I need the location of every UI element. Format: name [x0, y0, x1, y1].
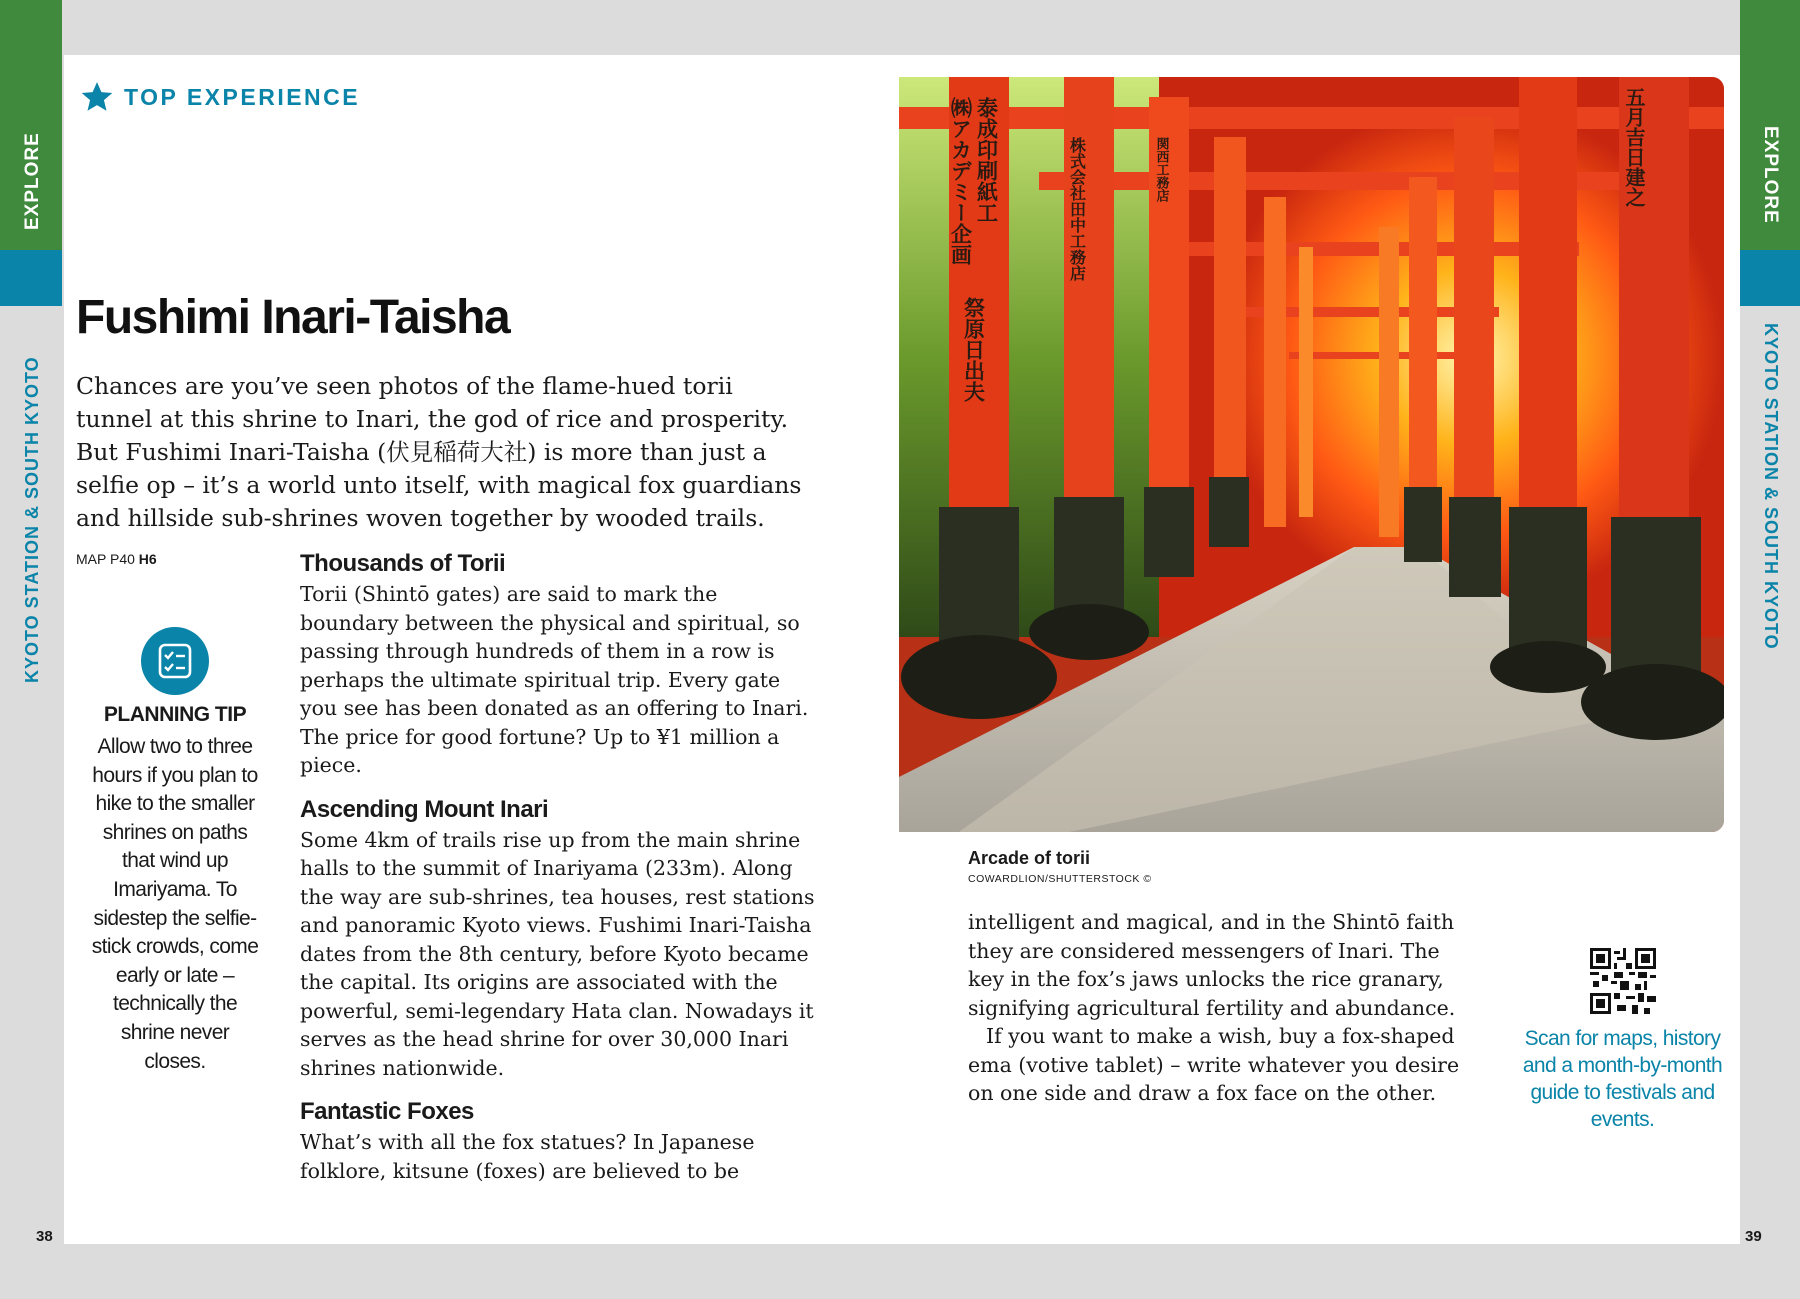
- torii-photo: [899, 77, 1724, 832]
- inscription-text: 五月吉日建之: [1622, 87, 1646, 207]
- inscription-text: 関西工務店: [1153, 137, 1169, 202]
- continued-column: [968, 908, 1468, 1108]
- scan-text: Scan for maps, history and a month-by-month guide to festivals and events.: [1522, 1027, 1723, 1131]
- intro-paragraph: Chances are you’ve seen photos of the flame-hued torii tunnel at this shrine to Inari, the god of rice and prosperity. But Fushimi Inari-Taisha (伏見稲荷大社) is more than just a selfie op – it’s a world unto itself, with magical fox guardians and hillside sub-shrines woven together by wooded trails.: [76, 372, 802, 532]
- top-experience-label: [80, 80, 360, 114]
- page-title: Fushimi Inari-Taisha: [76, 291, 510, 344]
- left-section-label: EXPLORE: [22, 132, 43, 230]
- photo-caption: [968, 848, 1152, 885]
- section-heading: Ascending Mount Inari: [300, 795, 549, 823]
- body-column: [300, 550, 820, 1201]
- section-body: Some 4km of trails rise up from the main shrine halls to the summit of Inariyama (233m). Along the way are sub-shrines, tea houses, rest stations and panoramic Kyoto views. Fushimi Inari-Taisha dates from the 8th century, before Kyoto became the capital. Its origins are associated with the powerful, semi-legendary Hata clan. Nowadays it serves as the head shrine for over 30,000 Inari shrines nationwide.: [300, 827, 815, 1080]
- caption-text: Arcade of torii: [968, 848, 1091, 868]
- planning-tip-body: Allow two to three hours if you plan to hike to the smaller shrines on paths that wind up Imariyama. To sidestep the selfie-stick crowds, come early or late – technically the shrine never closes.: [91, 735, 259, 1073]
- inscription-text: 泰成印刷紙工: [974, 97, 1000, 223]
- right-region-label: KYOTO STATION & SOUTH KYOTO: [1761, 323, 1781, 650]
- inscription-text: 祭原日出夫: [961, 297, 987, 402]
- top-experience-text: TOP EXPERIENCE: [124, 83, 361, 110]
- right-region-tab: [1740, 250, 1800, 306]
- section-body: Torii (Shintō gates) are said to mark the boundary between the physical and spiritual, so passing through hundreds of them in a row is perhaps the ultimate spiritual trip. Every gate you see has been donated as an offering to Inari. The price for good fortune? Up to ¥1 million a piece.: [300, 582, 809, 777]
- inscription-text: ㈱アカデミー企画: [948, 97, 974, 265]
- continued-paragraph: intelligent and magical, and in the Shintō faith they are considered messengers of Inari. The key in the fox’s jaws unlocks the rice granary, signifying agricultural fertility and abundance.: [968, 910, 1456, 1020]
- inscription-text: 株式会社田中工務店: [1067, 137, 1087, 281]
- map-grid: H6: [138, 551, 157, 567]
- page-number-right: 39: [1745, 1228, 1762, 1245]
- star-icon: [80, 80, 114, 114]
- map-reference: [76, 551, 157, 567]
- section-body: What’s with all the fox statues? In Japanese folklore, kitsune (foxes) are believed to be: [300, 1130, 755, 1183]
- planning-tip-title: PLANNING TIP: [103, 703, 247, 726]
- right-section-label: EXPLORE: [1760, 126, 1781, 224]
- qr-code-icon[interactable]: [1590, 948, 1656, 1014]
- left-region-label: KYOTO STATION & SOUTH KYOTO: [22, 356, 42, 683]
- page-number-left: 38: [36, 1228, 53, 1245]
- section-heading: Thousands of Torii: [300, 550, 506, 577]
- left-region-tab: [0, 250, 62, 306]
- checklist-icon: [141, 627, 209, 695]
- section-heading: Fantastic Foxes: [300, 1098, 474, 1125]
- map-page: MAP P40: [76, 551, 135, 567]
- photo-credit: COWARDLION/SHUTTERSTOCK ©: [968, 873, 1152, 885]
- continued-paragraph: If you want to make a wish, buy a fox-shaped ema (votive tablet) – write whatever you desire on one side and draw a fox face on the other.: [968, 1024, 1460, 1105]
